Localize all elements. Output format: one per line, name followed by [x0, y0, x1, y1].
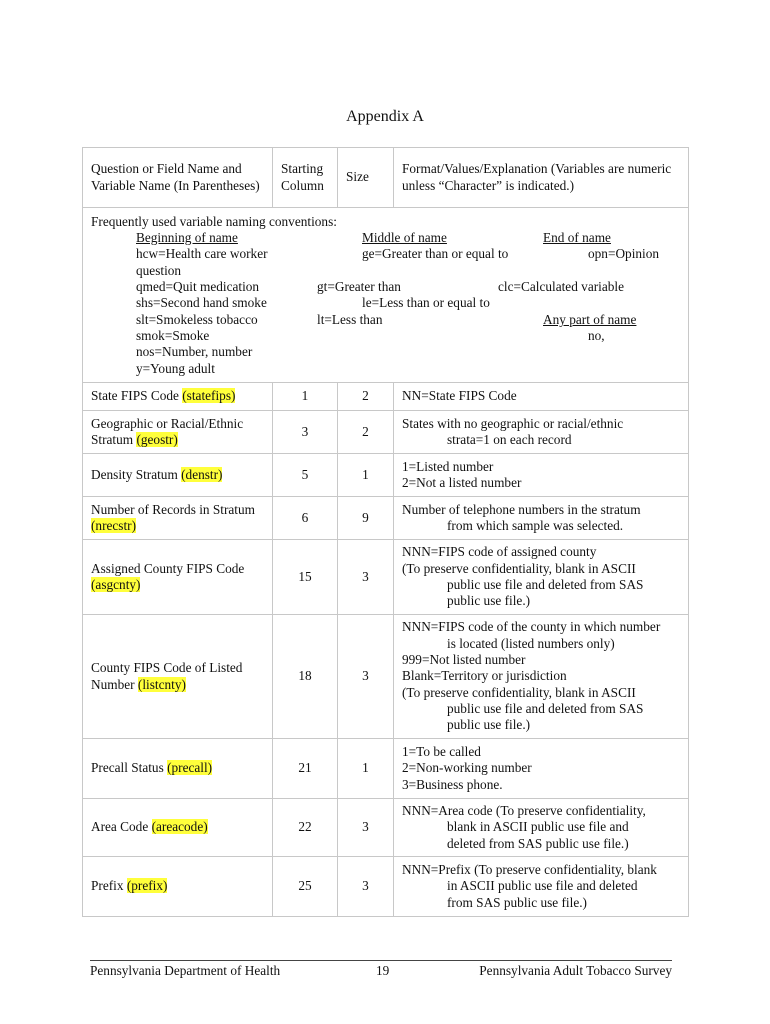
- variables-table: [82, 147, 689, 917]
- convention-item: clc=Calculated variable: [498, 279, 624, 294]
- format-values: NN=State FIPS Code: [394, 383, 689, 411]
- middle-heading: Middle of name: [362, 230, 447, 245]
- field-name: County FIPS Code of Listed Number (listcnty): [83, 615, 273, 739]
- convention-item: question: [136, 263, 182, 278]
- table-row: [83, 799, 689, 857]
- format-values: Number of telephone numbers in the stratum from which sample was selected.: [394, 497, 689, 540]
- header-question: Question or Field Name and Variable Name (In Parentheses): [83, 148, 273, 208]
- variable-name: (precall): [167, 760, 213, 776]
- variable-name: (asgcnty): [91, 577, 141, 592]
- size: 2: [338, 383, 394, 411]
- convention-item: qmed=Quit medication: [136, 279, 260, 294]
- naming-conventions: [83, 208, 689, 383]
- variable-name: (listcnty): [137, 676, 186, 692]
- starting-column: 25: [273, 857, 338, 917]
- format-values: NNN=FIPS code of assigned county (To preserve confidentiality, blank in ASCII public use file and deleted from SAS public use file.): [394, 540, 689, 615]
- format-values: NNN=FIPS code of the county in which number is located (listed numbers only) 999=Not listed number Blank=Territory or jurisdiction (To preserve confidentiality, blank in ASCII public use file and deleted from SAS public use file.): [394, 615, 689, 739]
- convention-item: ge=Greater than or equal to: [362, 246, 509, 261]
- convention-item: gt=Greater than: [317, 279, 401, 294]
- variable-name: (denstr): [181, 466, 223, 482]
- convention-item: nos=Number, number: [136, 344, 253, 359]
- convention-item: shs=Second hand smoke: [136, 295, 267, 310]
- starting-column: 21: [273, 739, 338, 799]
- size: 1: [338, 454, 394, 497]
- field-name: Area Code (areacode): [83, 799, 273, 857]
- starting-column: 1: [273, 383, 338, 411]
- header-starting-column: Starting Column: [273, 148, 338, 208]
- convention-item: le=Less than or equal to: [362, 295, 490, 310]
- convention-item: slt=Smokeless tobacco: [136, 312, 258, 327]
- field-name: State FIPS Code (statefips): [83, 383, 273, 411]
- field-name: Number of Records in Stratum (nrecstr): [83, 497, 273, 540]
- format-values: 1=To be called 2=Non-working number 3=Business phone.: [394, 739, 689, 799]
- field-name: Prefix (prefix): [83, 857, 273, 917]
- field-name: Precall Status (precall): [83, 739, 273, 799]
- page-title: Appendix A: [346, 108, 424, 125]
- table-row: [83, 411, 689, 454]
- table-row: [83, 454, 689, 497]
- variable-name: (statefips): [182, 388, 236, 404]
- convention-item: hcw=Health care worker: [136, 246, 268, 261]
- convention-item: no,: [588, 328, 605, 343]
- convention-item: lt=Less than: [317, 312, 383, 327]
- table-row: [83, 857, 689, 917]
- variable-name: (nrecstr): [91, 518, 137, 533]
- footer-department: Pennsylvania Department of Health: [90, 963, 281, 978]
- table-header-row: [83, 148, 689, 208]
- table-row: [83, 739, 689, 799]
- convention-item: opn=Opinion: [588, 246, 660, 261]
- end-heading: End of name: [543, 230, 611, 245]
- starting-column: 15: [273, 540, 338, 615]
- beginning-heading: Beginning of name: [136, 230, 238, 245]
- field-name: Density Stratum (denstr): [83, 454, 273, 497]
- conventions-intro: Frequently used variable naming conventions:: [91, 214, 337, 229]
- table-row: [83, 615, 689, 739]
- variable-name: (prefix): [126, 878, 168, 894]
- field-name: Assigned County FIPS Code (asgcnty): [83, 540, 273, 615]
- format-values: NNN=Area code (To preserve confidentiality, blank in ASCII public use file and deleted from SAS public use file.): [394, 799, 689, 857]
- page-footer: [90, 960, 672, 978]
- table-row: [83, 497, 689, 540]
- table-row: [83, 540, 689, 615]
- field-name: Geographic or Racial/Ethnic Stratum (geostr): [83, 411, 273, 454]
- starting-column: 5: [273, 454, 338, 497]
- size: 3: [338, 615, 394, 739]
- any-part-heading: Any part of name: [543, 312, 637, 327]
- starting-column: 22: [273, 799, 338, 857]
- size: 3: [338, 540, 394, 615]
- size: 3: [338, 857, 394, 917]
- format-values: NNN=Prefix (To preserve confidentiality, blank in ASCII public use file and deleted from SAS public use file.): [394, 857, 689, 917]
- header-size: Size: [338, 148, 394, 208]
- size: 3: [338, 799, 394, 857]
- starting-column: 3: [273, 411, 338, 454]
- starting-column: 6: [273, 497, 338, 540]
- size: 1: [338, 739, 394, 799]
- variable-name: (areacode): [151, 819, 208, 835]
- convention-item: smok=Smoke: [136, 328, 210, 343]
- format-values: 1=Listed number 2=Not a listed number: [394, 454, 689, 497]
- convention-item: y=Young adult: [136, 361, 215, 376]
- format-values: States with no geographic or racial/ethnic strata=1 on each record: [394, 411, 689, 454]
- header-format: Format/Values/Explanation (Variables are numeric unless “Character” is indicated.): [394, 148, 689, 208]
- table-row: [83, 383, 689, 411]
- footer-survey: Pennsylvania Adult Tobacco Survey: [479, 963, 672, 978]
- conventions-row: [83, 208, 689, 383]
- size: 2: [338, 411, 394, 454]
- variable-name: (geostr): [136, 432, 178, 447]
- starting-column: 18: [273, 615, 338, 739]
- page-number: 19: [376, 963, 390, 978]
- size: 9: [338, 497, 394, 540]
